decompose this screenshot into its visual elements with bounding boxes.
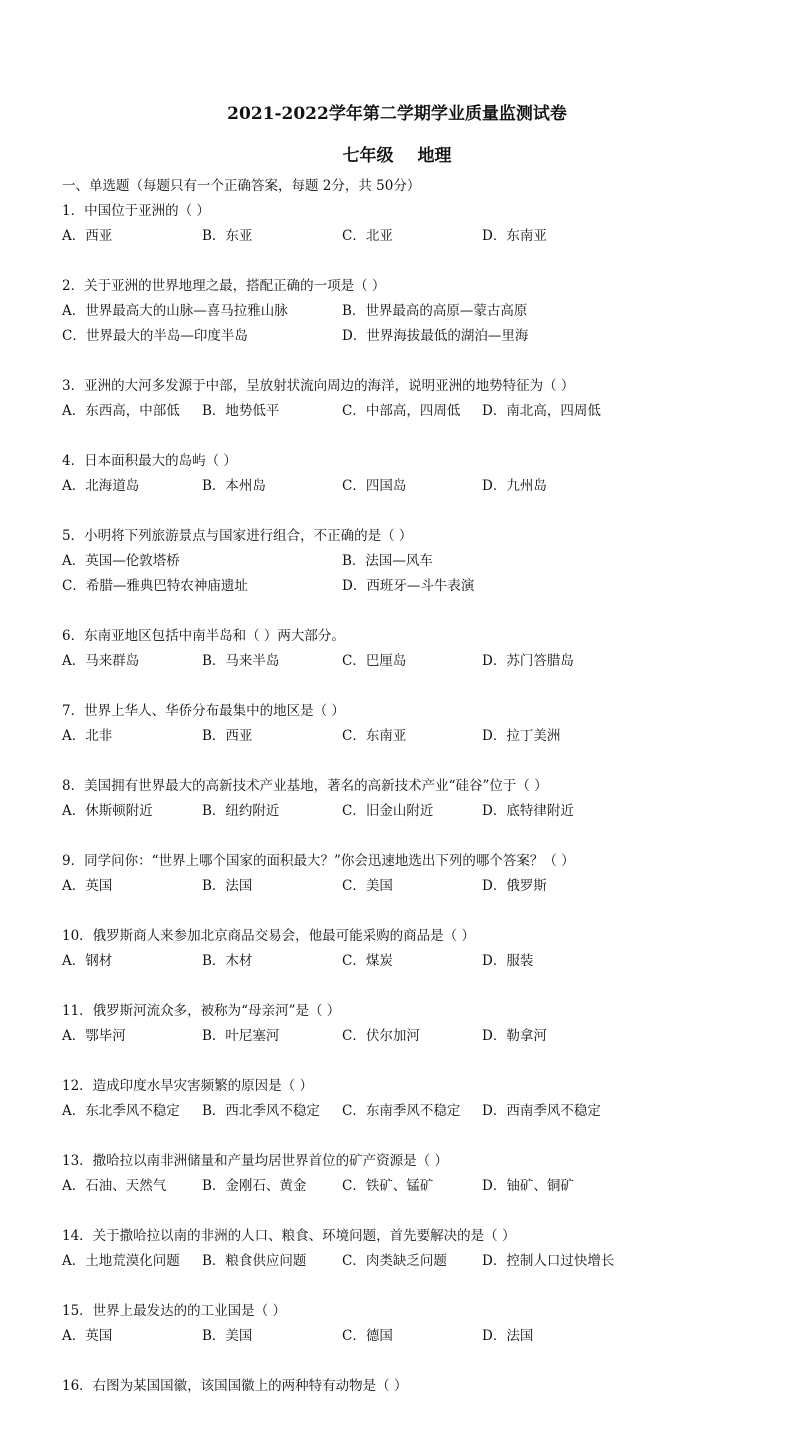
option-c: C．巴厘岛 (342, 653, 407, 669)
question-15 (62, 1299, 742, 1374)
option-b: B．西亚 (202, 728, 253, 744)
question-13 (62, 1149, 742, 1224)
question-stem: 10．俄罗斯商人来参加北京商品交易会，他最可能采购的商品是（ ） (62, 928, 475, 944)
option-c: C．铁矿、锰矿 (342, 1178, 434, 1194)
option-b: B．美国 (202, 1328, 253, 1344)
question-list (62, 199, 742, 1449)
option-b: B．木材 (202, 953, 253, 969)
option-c: C．煤炭 (342, 953, 393, 969)
option-row (62, 1249, 742, 1274)
option-a: A．北海道岛 (62, 478, 140, 494)
option-c: C．希腊—雅典巴特农神庙遗址 (62, 578, 248, 594)
option-c: C．肉类缺乏问题 (342, 1253, 447, 1269)
option-a: A．钢材 (62, 953, 113, 969)
option-a: A．世界最高大的山脉—喜马拉雅山脉 (62, 303, 288, 319)
option-row (62, 474, 742, 499)
exam-title: 2021-2022学年第二学期学业质量监测试卷 (227, 104, 567, 124)
option-row (62, 549, 742, 574)
option-c: C．美国 (342, 878, 393, 894)
option-a: A．马来群岛 (62, 653, 140, 669)
option-a: A．土地荒漠化问题 (62, 1253, 180, 1269)
option-c: C．北亚 (342, 228, 393, 244)
question-stem: 7．世界上华人、华侨分布最集中的地区是（ ） (62, 703, 345, 719)
question-stem: 12．造成印度水旱灾害频繁的原因是（ ） (62, 1078, 313, 1094)
option-row (62, 1099, 742, 1124)
question-stem: 15．世界上最发达的的工业国是（ ） (62, 1303, 286, 1319)
question-stem: 13．撒哈拉以南非洲储量和产量均居世界首位的矿产资源是（ ） (62, 1153, 448, 1169)
option-row (62, 874, 742, 899)
option-b: B．东亚 (202, 228, 253, 244)
option-a: A．西亚 (62, 228, 113, 244)
option-c: C．德国 (342, 1328, 393, 1344)
option-d: D．法国 (482, 1328, 534, 1344)
option-a: A．北非 (62, 728, 113, 744)
option-d: D．拉丁美洲 (482, 728, 561, 744)
question-2 (62, 274, 742, 374)
option-c: C．东南季风不稳定 (342, 1103, 461, 1119)
option-row (62, 724, 742, 749)
question-7 (62, 699, 742, 774)
option-row (62, 299, 742, 324)
option-a: A．英国—伦敦塔桥 (62, 553, 180, 569)
option-row (62, 574, 742, 599)
option-d: D．俄罗斯 (482, 878, 547, 894)
question-16 (62, 1374, 742, 1449)
option-b: B．叶尼塞河 (202, 1028, 280, 1044)
option-row (62, 399, 742, 424)
option-a: A．石油、天然气 (62, 1178, 167, 1194)
option-d: D．铀矿、铜矿 (482, 1178, 574, 1194)
option-d: D．苏门答腊岛 (482, 653, 574, 669)
question-stem: 4．日本面积最大的岛屿（ ） (62, 453, 237, 469)
option-row (62, 1024, 742, 1049)
question-stem: 5．小明将下列旅游景点与国家进行组合，不正确的是（ ） (62, 528, 413, 544)
option-d: D．底特律附近 (482, 803, 574, 819)
question-stem: 1．中国位于亚洲的（ ） (62, 203, 210, 219)
option-d: D．勒拿河 (482, 1028, 547, 1044)
option-c: C．中部高，四周低 (342, 403, 461, 419)
option-row (62, 324, 742, 349)
option-d: D．西南季风不稳定 (482, 1103, 601, 1119)
question-11 (62, 999, 742, 1074)
option-c: C．世界最大的半岛—印度半岛 (62, 328, 248, 344)
question-stem: 6．东南亚地区包括中南半岛和（ ）两大部分。 (62, 628, 345, 644)
question-stem: 9．同学问你：“世界上哪个国家的面积最大？”你会迅速地选出下列的哪个答案？（ ） (62, 853, 575, 869)
option-row (62, 799, 742, 824)
section-heading: 一、单选题（每题只有一个正确答案，每题 2分，共 50分） (62, 178, 421, 194)
option-d: D．服装 (482, 953, 534, 969)
option-b: B．西北季风不稳定 (202, 1103, 320, 1119)
option-a: A．东西高，中部低 (62, 403, 180, 419)
question-12 (62, 1074, 742, 1149)
option-a: A．英国 (62, 1328, 113, 1344)
option-c: C．旧金山附近 (342, 803, 434, 819)
question-10 (62, 924, 742, 999)
question-stem: 2．关于亚洲的世界地理之最，搭配正确的一项是（ ） (62, 278, 386, 294)
question-14 (62, 1224, 742, 1299)
question-stem: 14．关于撒哈拉以南的非洲的人口、粮食、环境问题，首先要解决的是（ ） (62, 1228, 516, 1244)
option-row (62, 649, 742, 674)
option-b: B．法国—风车 (342, 553, 433, 569)
option-d: D．西班牙—斗牛表演 (342, 578, 475, 594)
option-c: C．东南亚 (342, 728, 407, 744)
option-c: C．四国岛 (342, 478, 407, 494)
option-d: D．九州岛 (482, 478, 547, 494)
question-stem: 8．美国拥有世界最大的高新技术产业基地，著名的高新技术产业“硅谷”位于（ ） (62, 778, 548, 794)
option-b: B．本州岛 (202, 478, 266, 494)
question-4 (62, 449, 742, 524)
option-d: D．控制人口过快增长 (482, 1253, 615, 1269)
option-row (62, 949, 742, 974)
option-a: A．休斯顿附近 (62, 803, 153, 819)
question-stem: 16．右图为某国国徽，该国国徽上的两种特有动物是（ ） (62, 1378, 408, 1394)
question-8 (62, 774, 742, 849)
question-6 (62, 624, 742, 699)
option-row (62, 224, 742, 249)
option-b: B．法国 (202, 878, 253, 894)
question-3 (62, 374, 742, 449)
question-stem: 11．俄罗斯河流众多，被称为“母亲河”是（ ） (62, 1003, 341, 1019)
question-9 (62, 849, 742, 924)
option-b: B．金刚石、黄金 (202, 1178, 307, 1194)
question-5 (62, 524, 742, 624)
question-1 (62, 199, 742, 274)
option-d: D．东南亚 (482, 228, 547, 244)
option-a: A．鄂毕河 (62, 1028, 126, 1044)
option-c: C．伏尔加河 (342, 1028, 420, 1044)
option-d: D．世界海拔最低的湖泊—里海 (342, 328, 529, 344)
option-a: A．英国 (62, 878, 113, 894)
option-b: B．粮食供应问题 (202, 1253, 307, 1269)
option-d: D．南北高，四周低 (482, 403, 601, 419)
question-stem: 3．亚洲的大河多发源于中部，呈放射状流向周边的海洋，说明亚洲的地势特征为（ ） (62, 378, 575, 394)
option-b: B．地势低平 (202, 403, 280, 419)
option-b: B．纽约附近 (202, 803, 280, 819)
option-row (62, 1174, 742, 1199)
option-row (62, 1324, 742, 1349)
option-a: A．东北季风不稳定 (62, 1103, 180, 1119)
option-b: B．马来半岛 (202, 653, 280, 669)
exam-subtitle: 七年级 地理 (342, 146, 452, 166)
option-b: B．世界最高的高原—蒙古高原 (342, 303, 528, 319)
